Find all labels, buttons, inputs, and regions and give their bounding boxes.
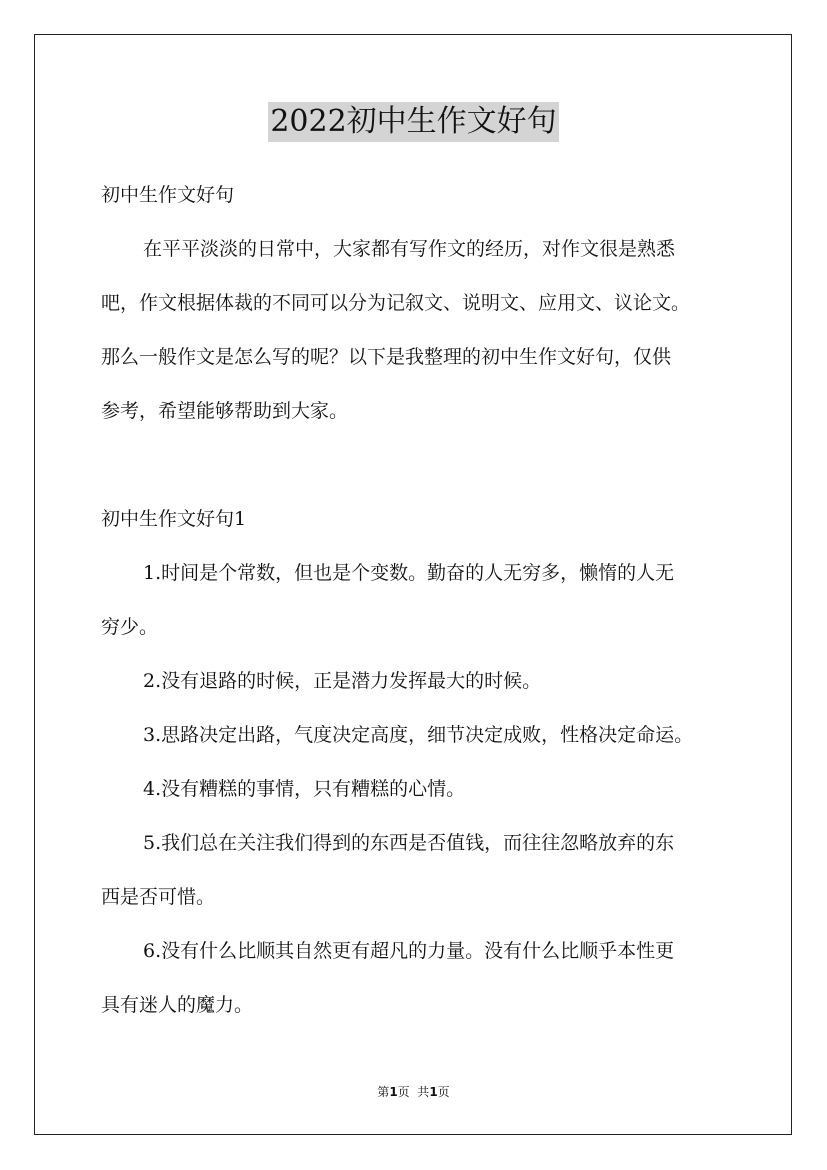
page-footer <box>0 1084 827 1100</box>
item-6-line-1: 6.没有什么比顺其自然更有超凡的力量。没有什么比顺乎本性更 <box>143 940 675 962</box>
item-3-line-1: 3.思路决定出路，气度决定高度，细节决定成败，性格决定命运。 <box>143 724 694 746</box>
intro-line-3: 那么一般作文是怎么写的呢？以下是我整理的初中生作文好句，仅供 <box>101 346 672 368</box>
item-1-line-1: 1.时间是个常数，但也是个变数。勤奋的人无穷多，懒惰的人无 <box>143 562 675 584</box>
footer-suffix: 页 <box>437 1085 450 1099</box>
item-1-line-2: 穷少。 <box>101 616 159 638</box>
intro-line-1: 在平平淡淡的日常中，大家都有写作文的经历，对作文很是熟悉 <box>143 238 676 260</box>
footer-mid: 页 共 <box>397 1085 430 1099</box>
footer-prefix: 第 <box>377 1085 390 1099</box>
section-heading: 初中生作文好句1 <box>101 508 247 530</box>
title-container <box>0 102 827 142</box>
intro-line-4: 参考，希望能够帮助到大家。 <box>101 400 349 422</box>
intro-heading: 初中生作文好句 <box>101 184 235 206</box>
footer-page-total: 1 <box>429 1085 438 1099</box>
item-5-line-2: 西是否可惜。 <box>101 886 216 908</box>
item-4-line-1: 4.没有糟糕的事情，只有糟糕的心情。 <box>143 778 466 800</box>
footer-page-current: 1 <box>389 1085 398 1099</box>
item-5-line-1: 5.我们总在关注我们得到的东西是否值钱，而往往忽略放弃的东 <box>143 832 675 854</box>
document-title: 2022初中生作文好句 <box>268 102 558 142</box>
item-6-line-2: 具有迷人的魔力。 <box>101 994 254 1016</box>
item-2-line-1: 2.没有退路的时候，正是潜力发挥最大的时候。 <box>143 670 542 692</box>
intro-line-2: 吧，作文根据体裁的不同可以分为记叙文、说明文、应用文、议论文。 <box>101 292 691 314</box>
